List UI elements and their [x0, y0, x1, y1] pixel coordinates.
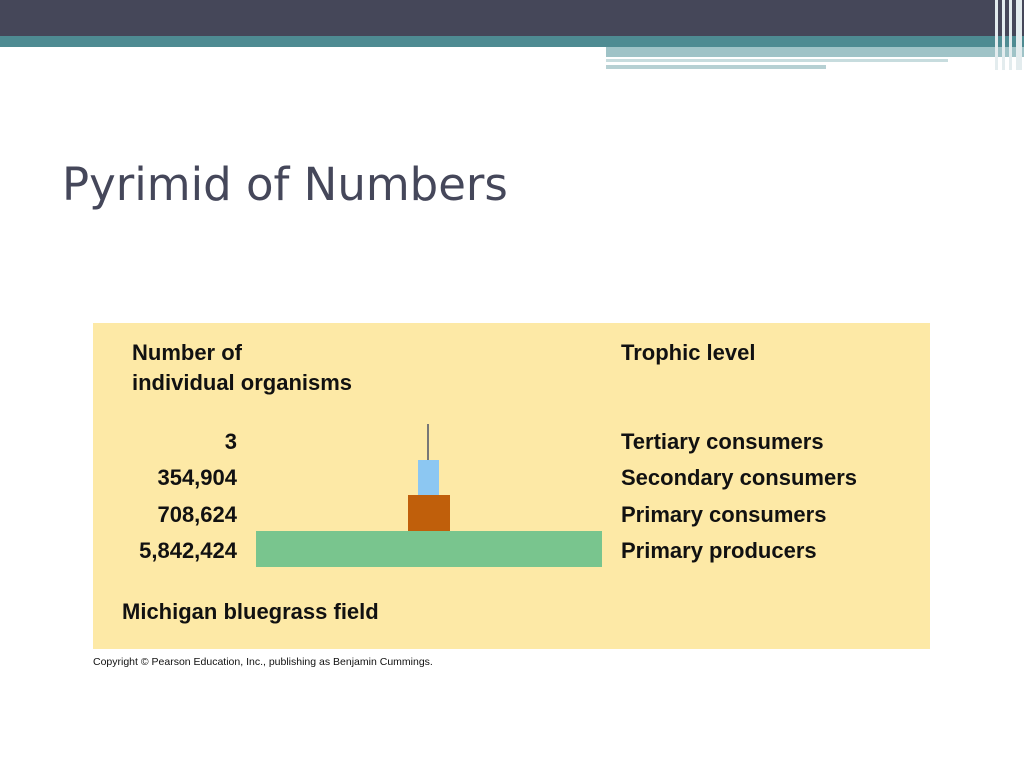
header-band: [0, 0, 1024, 36]
organism-count: 3: [224, 429, 237, 454]
trophic-level-label: Primary producers: [621, 538, 817, 563]
trophic-level-label: Tertiary consumers: [621, 429, 824, 454]
right-heading: Trophic level: [621, 340, 756, 365]
trophic-level-label: Primary consumers: [621, 502, 827, 527]
pyramid-bar: [408, 495, 450, 531]
left-heading-line-1: Number of: [132, 340, 242, 365]
organism-count: 5,842,424: [139, 538, 237, 563]
left-heading-line-2: individual organisms: [132, 370, 353, 395]
trophic-level-label: Secondary consumers: [621, 465, 857, 490]
pyramid-bar: [256, 531, 602, 567]
pyramid-figure: [93, 323, 930, 649]
pyramid-bar: [418, 460, 439, 495]
header-accent-line: [606, 65, 826, 69]
header-stripes: [993, 0, 1024, 70]
slide-title: Pyrimid of Numbers: [62, 158, 508, 211]
organism-count: 354,904: [157, 465, 237, 490]
organism-count: 708,624: [157, 502, 237, 527]
header-accent-line: [606, 59, 948, 62]
copyright-notice: Copyright © Pearson Education, Inc., publishing as Benjamin Cummings.: [93, 656, 433, 668]
header-accent-band: [0, 36, 1024, 47]
figure-caption: Michigan bluegrass field: [122, 599, 379, 624]
header-accent-band-light: [606, 47, 1024, 57]
